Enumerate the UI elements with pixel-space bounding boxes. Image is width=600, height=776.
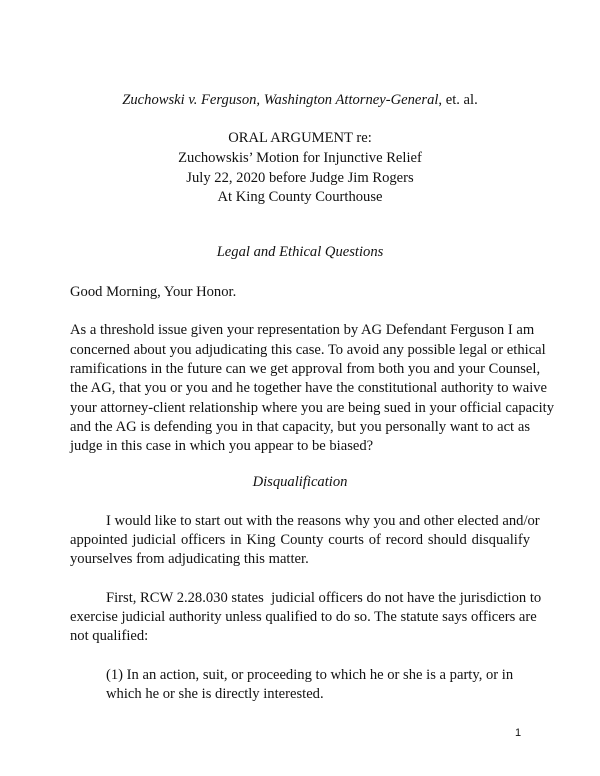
threshold-line-4: the AG, that you or you and he together have the constitutional authority to waive xyxy=(70,380,548,396)
rcw-line-3: not qualified: xyxy=(70,628,149,644)
title-line-3: July 22, 2020 before Judge Jim Rogers xyxy=(186,170,414,186)
case-caption-italic: Zuchowski v. Ferguson, Washington Attorney-General xyxy=(122,92,439,108)
quote-line-2: which he or she is directly interested. xyxy=(106,686,324,702)
title-line-1: ORAL ARGUMENT re: xyxy=(228,130,372,146)
rcw-line-2: exercise judicial authority unless qualified to do so. The statute says officers are xyxy=(70,609,537,625)
rcw-line-1: First, RCW 2.28.030 states judicial officers do not have the jurisdiction to xyxy=(106,590,542,606)
reasons-line-2: appointed judicial officers in King County courts of record should disqualify xyxy=(70,532,530,548)
title-line-2: Zuchowskis’ Motion for Injunctive Relief xyxy=(178,150,422,166)
reasons-line-1: I would like to start out with the reasons why you and other elected and/or xyxy=(106,513,540,529)
case-caption-suffix: , et. al. xyxy=(438,92,478,108)
threshold-line-7: judge in this case in which you appear to be biased? xyxy=(70,438,374,454)
disqualification-heading: Disqualification xyxy=(252,474,348,490)
case-caption xyxy=(0,91,600,109)
greeting: Good Morning, Your Honor. xyxy=(70,284,237,300)
page-number: 1 xyxy=(515,727,522,739)
threshold-line-2: concerned about you adjudicating this case. To avoid any possible legal or ethical xyxy=(70,342,546,358)
threshold-line-6: and the AG is defending you in that capacity, but you personally want to act as xyxy=(70,419,530,435)
quote-line-1: (1) In an action, suit, or proceeding to which he or she is a party, or in xyxy=(106,667,514,683)
reasons-line-3: yourselves from adjudicating this matter. xyxy=(70,551,309,567)
title-line-4: At King County Courthouse xyxy=(217,189,383,205)
legal-ethical-heading: Legal and Ethical Questions xyxy=(216,244,384,260)
threshold-line-5: your attorney-client relationship where you are being sued in your official capacity xyxy=(70,400,554,416)
threshold-line-3: ramifications in the future can we get approval from both you and your Counsel, xyxy=(70,361,541,377)
threshold-line-1: As a threshold issue given your representation by AG Defendant Ferguson I am xyxy=(70,322,535,338)
